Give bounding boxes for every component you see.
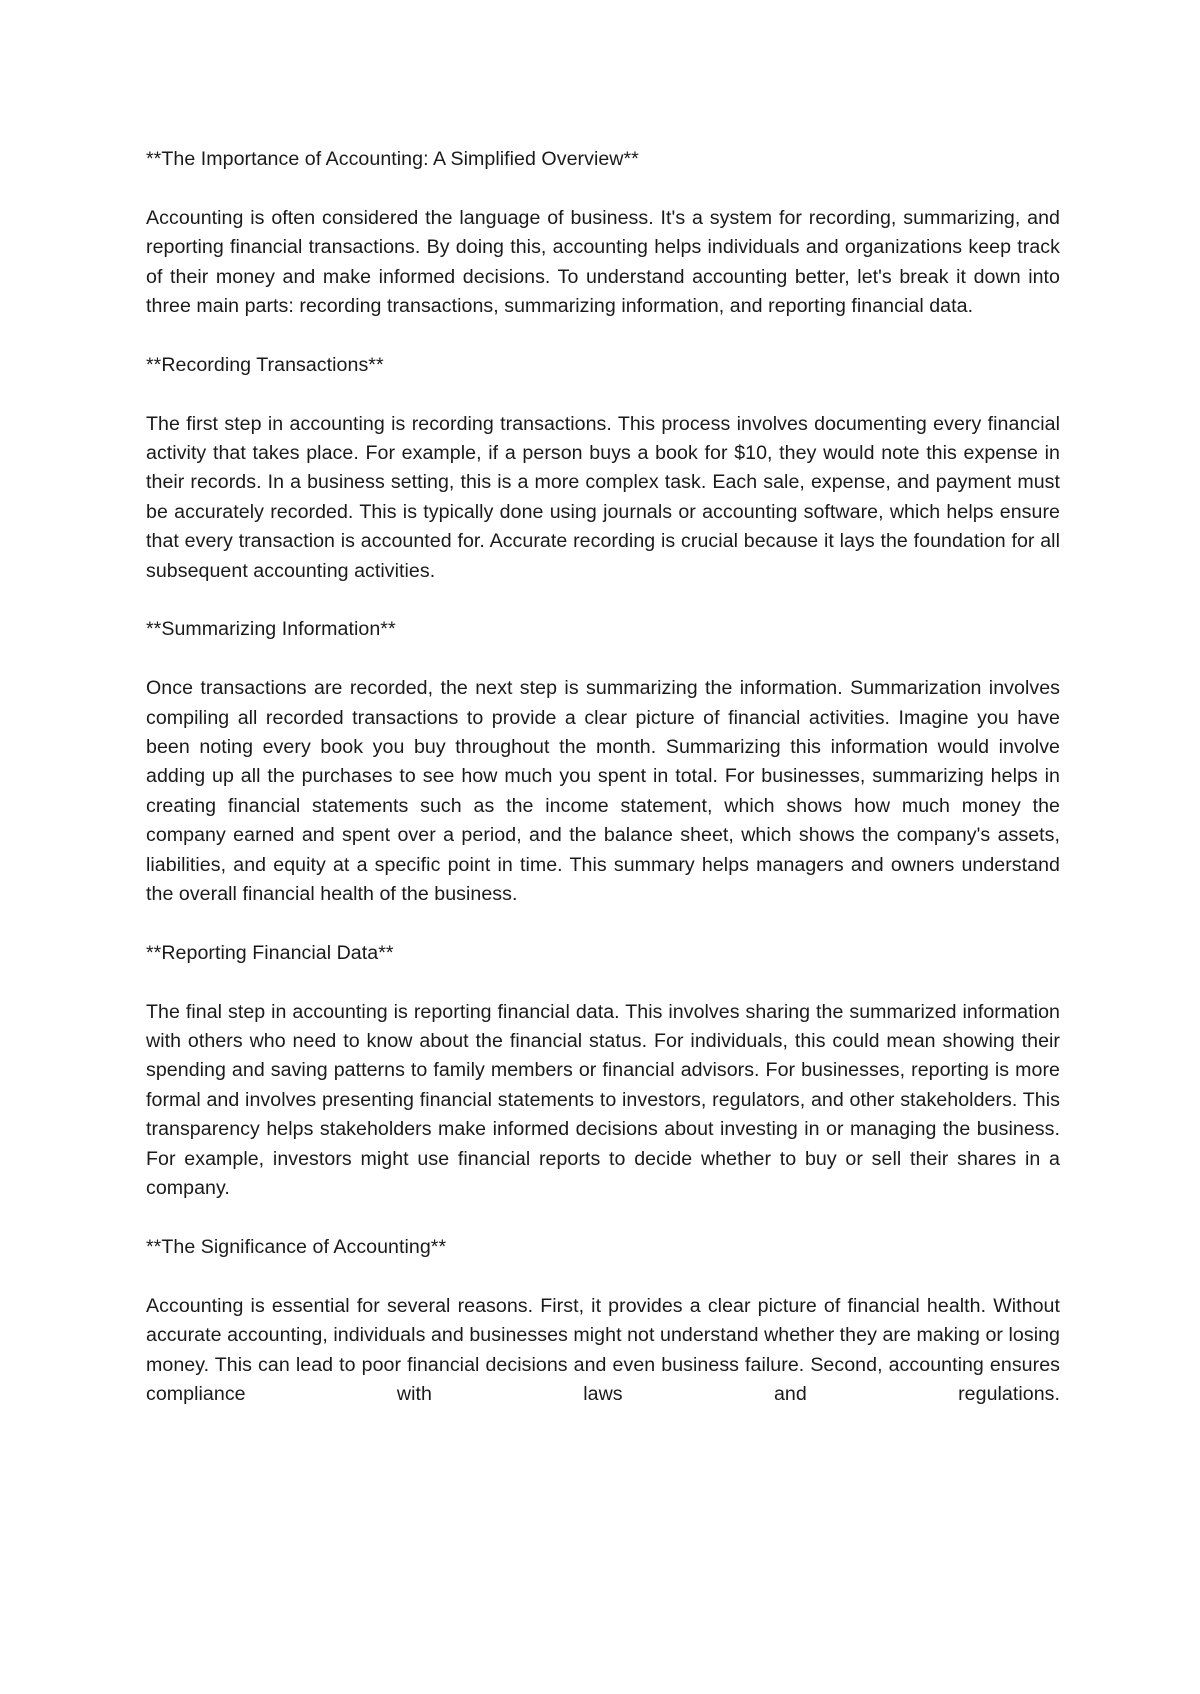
intro-paragraph: Accounting is often considered the language of business. It's a system for recording, summarizing, and reporting financial transactions. By doing this, accounting helps individuals and organizations keep track of their money and make informed decisions. To understand accounting better, let's break it down into three main parts: recording transactions, summarizing information, and reporting financial data.	[146, 206, 1060, 318]
section-heading-reporting-financial-data: **Reporting Financial Data**	[146, 941, 394, 964]
section-heading-summarizing-information: **Summarizing Information**	[146, 618, 396, 641]
document-title: **The Importance of Accounting: A Simplified Overview**	[146, 148, 639, 170]
section-body-significance-of-accounting: Accounting is essential for several reasons. First, it provides a clear picture of financial health. Without accurate accounting, individuals and businesses might not understand whether they are making or losing money. This can lead to poor financial decisions and even business failure. Second, accounting ensures compliance with laws and regulations.	[146, 1294, 1060, 1405]
section-body-summarizing-information: Once transactions are recorded, the next step is summarizing the information. Summarization involves compiling all recorded transactions to provide a clear picture of financial activities. Imagine you have been noting every book you buy throughout the month. Summarizing this information would involve adding up all the purchases to see how much you spent in total. For businesses, summarizing helps in creating financial statements such as the income statement, which shows how much money the company earned and spent over a period, and the balance sheet, which shows the company's assets, liabilities, and equity at a specific point in time. This summary helps managers and owners understand the overall financial health of the business.	[146, 677, 1060, 906]
section-body-recording-transactions: The first step in accounting is recording transactions. This process involves documenting every financial activity that takes place. For example, if a person buys a book for $10, they would note this expense in their records. In a business setting, this is a more complex task. Each sale, expense, and payment must be accurately recorded. This is typically done using journals or accounting software, which helps ensure that every transaction is accounted for. Accurate recording is crucial because it lays the foundation for all subsequent accounting activities.	[146, 412, 1060, 582]
section-heading-recording-transactions: **Recording Transactions**	[146, 353, 384, 376]
section-heading-significance-of-accounting: **The Significance of Accounting**	[146, 1235, 447, 1258]
section-body-reporting-financial-data: The final step in accounting is reporting financial data. This involves sharing the summarized information with others who need to know about the financial status. For individuals, this could mean showing their spending and saving patterns to family members or financial advisors. For businesses, reporting is more formal and involves presenting financial statements to investors, regulators, and other stakeholders. This transparency helps stakeholders make informed decisions about investing in or managing the business. For example, investors might use financial reports to decide whether to buy or sell their shares in a company.	[146, 1000, 1060, 1200]
document-body	[146, 145, 1060, 1409]
